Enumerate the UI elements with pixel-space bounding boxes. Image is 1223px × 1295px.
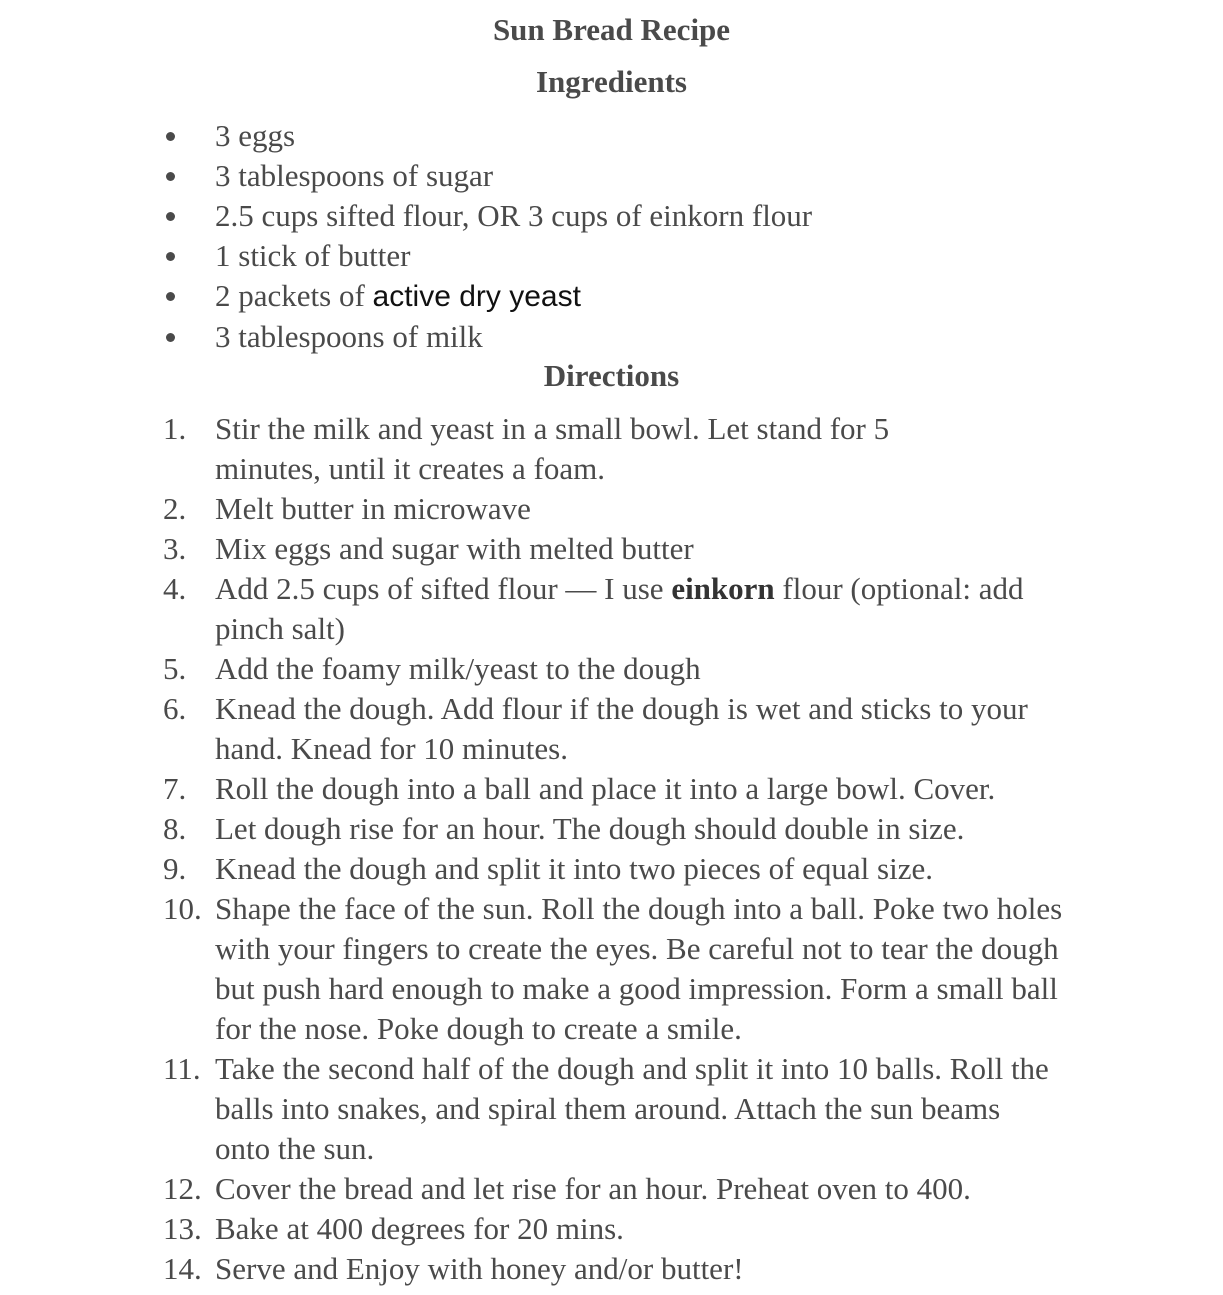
step-text-part: Add 2.5 cups of sifted flour — I use: [215, 571, 672, 606]
step-number: 10.: [163, 891, 202, 926]
bullet-icon: [166, 132, 175, 141]
bullet-icon: [166, 212, 175, 221]
step-text: [215, 569, 1080, 649]
step-number: 6.: [163, 691, 187, 726]
list-item: [0, 489, 1223, 529]
step-number: 13.: [163, 1211, 202, 1246]
step-text: Bake at 400 degrees for 20 mins.: [215, 1211, 624, 1246]
directions-list: [0, 409, 1223, 1289]
list-item: [0, 649, 1223, 689]
list-item: [0, 1169, 1223, 1209]
step-text-bold: einkorn: [671, 571, 775, 606]
bullet-icon: [166, 292, 175, 301]
list-item: [0, 1249, 1223, 1289]
step-number: 14.: [163, 1251, 202, 1286]
list-item: [0, 569, 1223, 649]
ingredient-text: [215, 276, 1080, 317]
bullet-icon: [166, 172, 175, 181]
bullet-icon: [166, 333, 175, 342]
step-number: 7.: [163, 771, 187, 806]
directions-heading: Directions: [543, 358, 680, 393]
list-item: [0, 156, 1223, 196]
list-item: [0, 1209, 1223, 1249]
list-item: [0, 196, 1223, 236]
step-text: Mix eggs and sugar with melted butter: [215, 531, 694, 566]
list-item: [0, 809, 1223, 849]
list-item: [0, 889, 1223, 1049]
step-text: Roll the dough into a ball and place it into a large bowl. Cover.: [215, 771, 996, 806]
list-item: [0, 1049, 1223, 1169]
step-number: 5.: [163, 651, 187, 686]
step-number: 9.: [163, 851, 187, 886]
list-item: [0, 276, 1223, 317]
step-number: 3.: [163, 531, 187, 566]
ingredient-highlight: active dry yeast: [372, 280, 581, 313]
list-item: [0, 317, 1223, 357]
step-number: 8.: [163, 811, 187, 846]
step-text: Knead the dough and split it into two pieces of equal size.: [215, 851, 933, 886]
step-number: 1.: [163, 411, 187, 446]
ingredient-text: 1 stick of butter: [215, 238, 411, 273]
list-item: [0, 236, 1223, 276]
ingredient-text: 3 eggs: [215, 118, 296, 153]
step-text: Shape the face of the sun. Roll the dough into a ball. Poke two holes with your fingers to create the eyes. Be careful not to tear the dough but push hard enough to make a good impression. Form a small ball for the nose. Poke dough to create a smile.: [215, 891, 1063, 1046]
list-item: [0, 529, 1223, 569]
step-text: Let dough rise for an hour. The dough should double in size.: [215, 811, 965, 846]
step-text: Stir the milk and yeast in a small bowl. Let stand for 5 minutes, until it creates a foam.: [215, 411, 890, 486]
bullet-icon: [166, 252, 175, 261]
list-item: [0, 689, 1223, 769]
step-text: Take the second half of the dough and split it into 10 balls. Roll the balls into snakes, and spiral them around. Attach the sun beams onto the sun.: [215, 1051, 1049, 1166]
step-text: Cover the bread and let rise for an hour. Preheat oven to 400.: [215, 1171, 971, 1206]
ingredients-heading: Ingredients: [535, 64, 687, 99]
step-number: 2.: [163, 491, 187, 526]
step-text: Add the foamy milk/yeast to the dough: [215, 651, 701, 686]
ingredient-text: 3 tablespoons of sugar: [215, 158, 494, 193]
recipe-title: Sun Bread Recipe: [492, 12, 731, 47]
list-item: [0, 769, 1223, 809]
step-text: Melt butter in microwave: [215, 491, 531, 526]
step-number: 12.: [163, 1171, 202, 1206]
ingredient-text-part: 2 packets of: [215, 278, 373, 313]
ingredients-list: [0, 116, 1223, 357]
ingredient-text: 2.5 cups sifted flour, OR 3 cups of einkorn flour: [215, 198, 813, 233]
list-item: [0, 849, 1223, 889]
step-text: Knead the dough. Add flour if the dough is wet and sticks to your hand. Knead for 10 minutes.: [215, 691, 1028, 766]
step-number: 11.: [163, 1051, 201, 1086]
step-text: Serve and Enjoy with honey and/or butter!: [215, 1251, 744, 1286]
step-text-part: flour (optional: add pinch salt): [215, 571, 1024, 646]
ingredient-text: 3 tablespoons of milk: [215, 319, 483, 354]
list-item: [0, 116, 1223, 156]
list-item: [0, 409, 1223, 489]
step-number: 4.: [163, 571, 187, 606]
